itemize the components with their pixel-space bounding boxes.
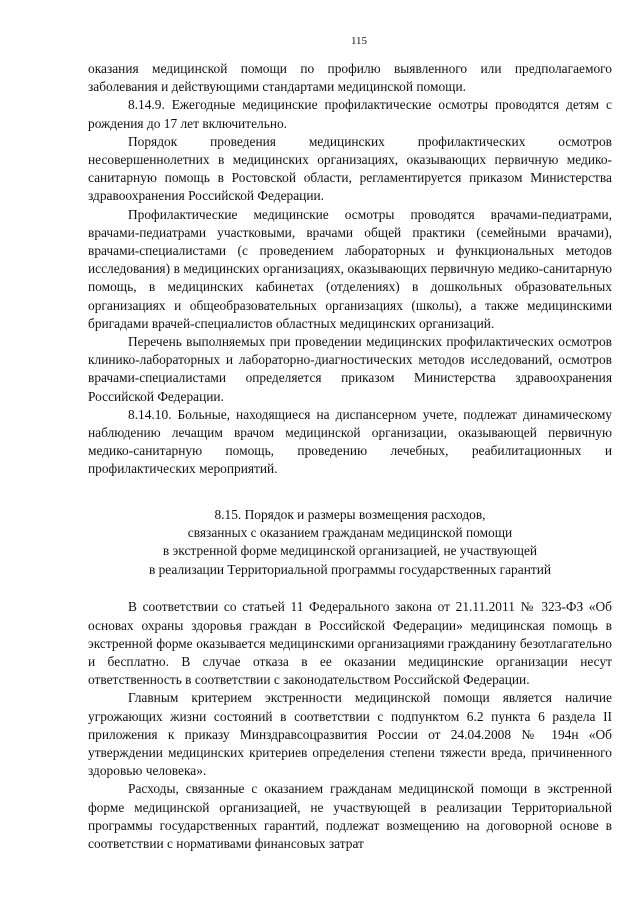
paragraph-expenses: Расходы, связанные с оказанием гражданам медицинской помощи в экстренной форме медицинской организацией, не участвующей в реализации Территориальной программы государственных гарантий, подлежат возмещению на договорной основе в соответствии с нормативами финансовых затрат [88, 781, 612, 851]
paragraph-exam-list: Перечень выполняемых при проведении медицинских профилактических осмотров клинико-лабораторных и лабораторно-диагностических методов исследований, осмотров врачами-специалистами определяется приказом Министерства здравоохранения Российской Федерации. [88, 334, 612, 404]
section-heading-line: в экстренной форме медицинской организацией, не участвующей [162, 543, 538, 559]
paragraph-continuation: оказания медицинской помощи по профилю выявленного или предполагаемого заболевания и действующими стандартами медицинской помощи. [88, 61, 612, 95]
page-number: 115 [350, 35, 368, 47]
section-heading-line: 8.15. Порядок и размеры возмещения расходов, [214, 506, 486, 522]
paragraph-8-14-10: 8.14.10. Больные, находящиеся на диспансерном учете, подлежат динамическому наблюдению лечащим врачом медицинской организации, оказывающей первичную медико-санитарную помощь, проведению лечебных, реабилитационных и профилактических мероприятий. [88, 406, 612, 477]
paragraph-exam-performers: Профилактические медицинские осмотры проводятся врачами-педиатрами, врачами-педиатрами участковыми, врачами общей практики (семейными врачами), врачами-специалистами (с проведением лабораторных и функциональных методов исследования) в медицинских организациях, оказывающих первичную медико-санитарную помощь, в медицинских кабинетах (отделениях) в дошкольных образовательных организациях и общеобразовательных организациях (школы), а также медицинскими бригадами врачей-специалистов областных медицинских организаций. [88, 206, 612, 331]
section-heading-8-15 [88, 506, 612, 580]
paragraph-emergency-criterion: Главным критерием экстренности медицинской помощи является наличие угрожающих жизни состояний в соответствии с подпунктом 6.2 пункта 6 раздела II приложения к приказу Минздравсоцразвития России от 24.04.2008 № 194н «Об утверждении медицинских критериев определения степени тяжести вреда, причиненного здоровью человека». [88, 690, 612, 779]
paragraph-federal-law: В соответствии со статьей 11 Федерального закона от 21.11.2011 № 323-ФЗ «Об основах охраны здоровья граждан в Российской Федерации» медицинская помощь в экстренной форме оказывается медицинскими организациями гражданину безотлагательно и бесплатно. В случае отказа в ее оказании медицинские организации несут ответственность в соответствии с законодательством Российской Федерации. [88, 599, 612, 688]
document-page [88, 34, 612, 853]
section-heading-line: в реализации Территориальной программы государственных гарантий [148, 561, 552, 577]
paragraph-exam-procedure: Порядок проведения медицинских профилактических осмотров несовершеннолетних в медицинских организациях, оказывающих первичную медико-санитарную помощь в Ростовской области, регламентируется приказом Министерства здравоохранения Российской Федерации. [88, 133, 612, 204]
section-heading-line: связанных с оказанием гражданам медицинской помощи [187, 525, 513, 541]
paragraph-8-14-9: 8.14.9. Ежегодные медицинские профилактические осмотры проводятся детям с рождения до 17 лет включительно. [88, 97, 612, 131]
